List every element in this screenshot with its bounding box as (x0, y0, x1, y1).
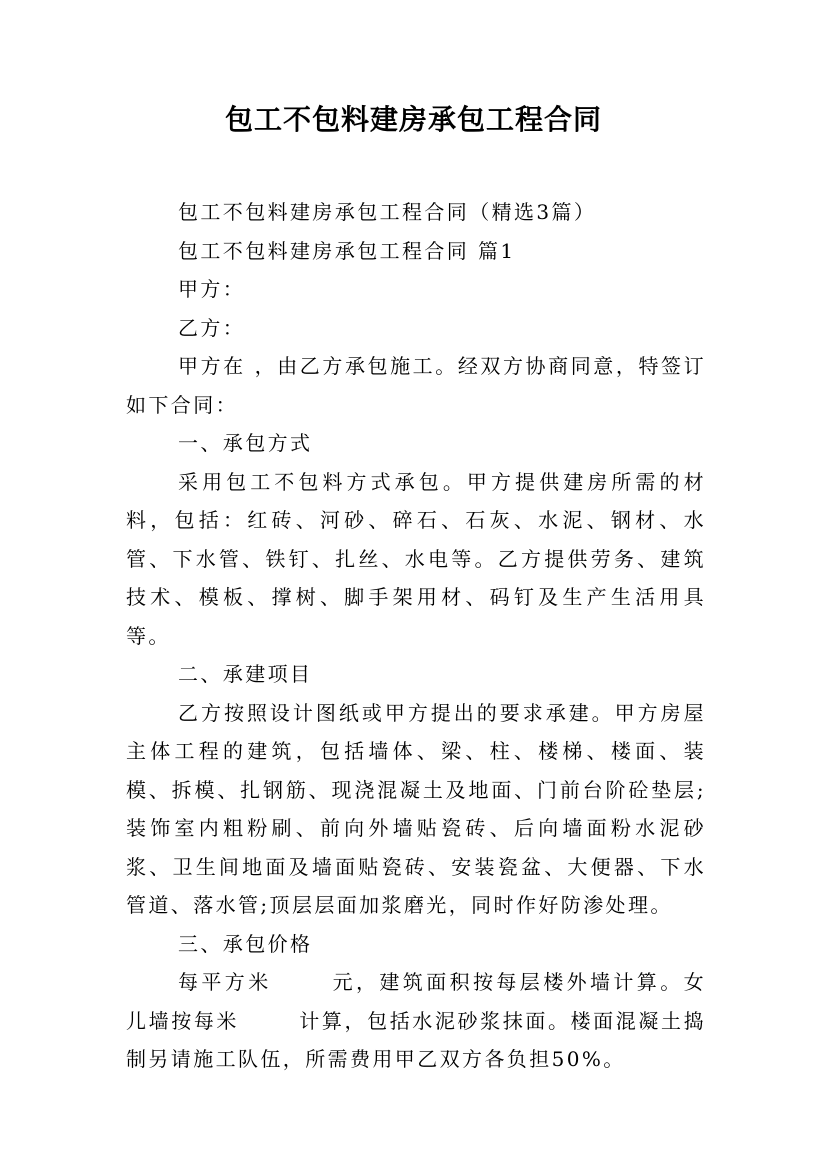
intro-paragraph: 甲方在 ，由乙方承包施工。经双方协商同意，特签订如下合同： (126, 354, 706, 417)
party-b-line: 乙方： (178, 315, 246, 340)
section-2-paragraph: 乙方按照设计图纸或甲方提出的要求承建。甲方房屋主体工程的建筑，包括墙体、梁、柱、楼梯、楼面、装模、拆模、扎钢筋、现浇混凝土及地面、门前台阶砼垫层;装饰室内粗粉刷、前向外墙贴瓷砖、后向墙面粉水泥砂浆、卫生间地面及墙面贴瓷砖、安装瓷盆、大便器、下水管道、落水管;顶层层面加浆磨光，同时作好防渗处理。 (126, 700, 706, 917)
article-heading: 包工不包料建房承包工程合同 篇1 (178, 238, 516, 263)
section-1-heading: 一、承包方式 (178, 431, 313, 455)
section-3-text-part2: 元，建筑面积按每层楼外墙计算。女儿墙按每米 (126, 970, 706, 1033)
section-3-text-part3: 计算，包括水泥砂浆抹面。楼面混凝土捣制另请施工队伍，所需费用甲乙双方各负担50%。 (126, 1008, 707, 1071)
document-body (126, 193, 706, 1079)
document-subtitle: 包工不包料建房承包工程合同（精选3篇） (178, 200, 597, 224)
section-2-heading: 二、承建项目 (178, 662, 313, 686)
section-3-text-part1: 每平方米 (178, 970, 272, 994)
party-a-line: 甲方： (178, 277, 246, 301)
section-3-heading: 三、承包价格 (178, 931, 313, 956)
section-1-paragraph: 采用包工不包料方式承包。甲方提供建房所需的材料，包括：红砖、河砂、碎石、石灰、水泥、钢材、水管、下水管、铁钉、扎丝、水电等。乙方提供劳务、建筑技术、模板、撑树、脚手架用材、码钉及生产生活用具等。 (126, 469, 706, 648)
section-3-paragraph (126, 963, 706, 1079)
document-title: 包工不包料建房承包工程合同 (224, 103, 602, 136)
